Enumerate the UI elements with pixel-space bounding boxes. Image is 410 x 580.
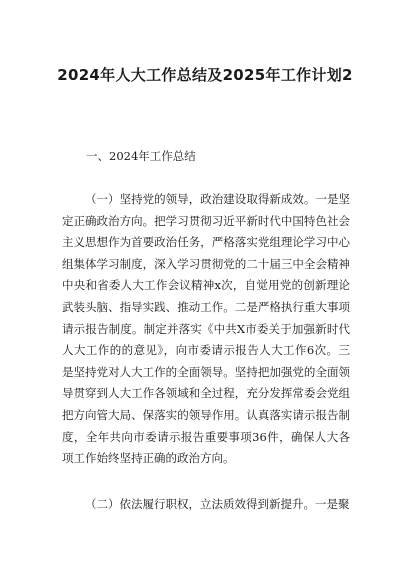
document-title: 2024年人大工作总结及2025年工作计划2 [57, 66, 353, 84]
section-heading: 一、2024年工作总结 [86, 149, 196, 163]
paragraph-2: （二）依法履行职权，立法质效得到新提升。一是聚 [85, 497, 350, 511]
paragraph-1: （一）坚持党的领导，政治建设取得新成效。一是坚定正确政治方向。把学习贯彻习近平新时代中国特色社会主义思想作为首要政治任务，严格落实党组理论学习中心组集体学习制度，深入学习贯彻党的二十届三中全会精神中央和省委人大工作会议精神x次，自觉用党的创新理论武装头脑、指导实践、推动工作。二是严格执行重大事项请示报告制度。制定并落实《中共X市委关于加强新时代人大工作的的意见》，向市委请示报告人大工作6次。三是坚持党对人大工作的全面领导。坚持把加强党的全面领导贯穿到人大工作各领域和全过程，充分发挥常委会党组把方向管大局、保落实的领导作用。认真落实请示报告制度，全年共向市委请示报告重要事项36件，确保人大各项工作始终坚持正确的政治方向。 [62, 192, 350, 466]
